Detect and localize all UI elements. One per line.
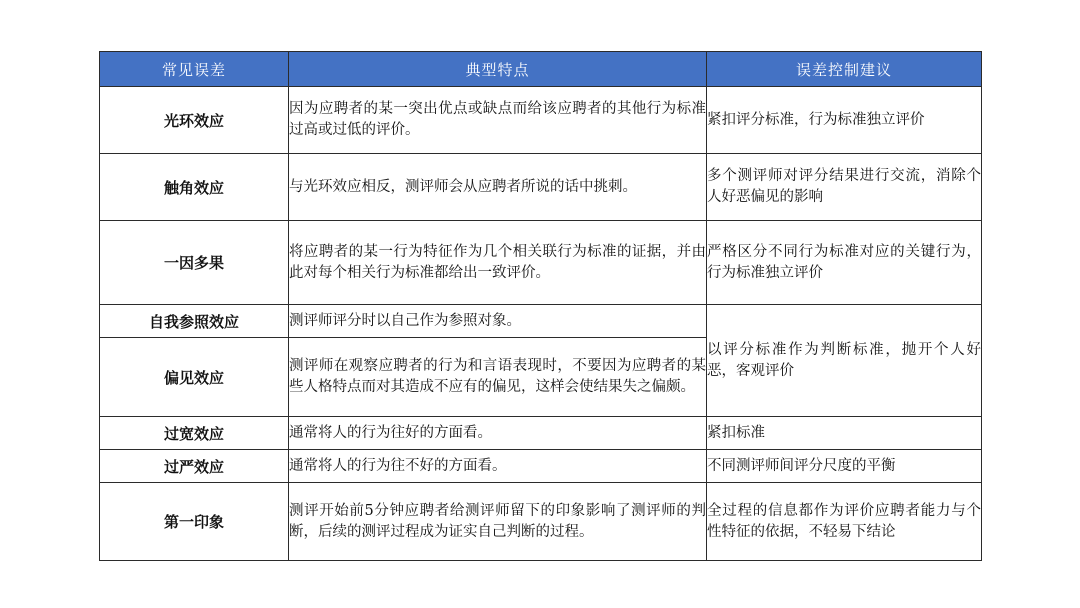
error-name: 光环效应	[100, 87, 289, 154]
table-row	[100, 450, 982, 483]
error-advice: 紧扣标准	[707, 417, 982, 450]
error-feature: 通常将人的行为往好的方面看。	[289, 417, 707, 450]
error-feature: 测评师评分时以自己作为参照对象。	[289, 305, 707, 338]
error-control-table	[99, 51, 982, 561]
header-control-suggestions: 误差控制建议	[707, 52, 982, 87]
error-name: 偏见效应	[100, 338, 289, 417]
error-advice: 以评分标准作为判断标准，抛开个人好恶，客观评价	[707, 305, 982, 417]
table-row	[100, 305, 982, 338]
error-advice: 多个测评师对评分结果进行交流，消除个人好恶偏见的影响	[707, 154, 982, 221]
error-feature: 通常将人的行为往不好的方面看。	[289, 450, 707, 483]
table-row	[100, 87, 982, 154]
error-name: 自我参照效应	[100, 305, 289, 338]
error-feature: 测评开始前5分钟应聘者给测评师留下的印象影响了测评师的判断，后续的测评过程成为证实自己判断的过程。	[289, 483, 707, 561]
error-name: 触角效应	[100, 154, 289, 221]
table-row	[100, 483, 982, 561]
error-feature: 测评师在观察应聘者的行为和言语表现时，不要因为应聘者的某些人格特点而对其造成不应有的偏见，这样会使结果失之偏颇。	[289, 338, 707, 417]
error-name: 一因多果	[100, 221, 289, 305]
table-row	[100, 154, 982, 221]
error-name: 过严效应	[100, 450, 289, 483]
error-advice: 严格区分不同行为标准对应的关键行为，行为标准独立评价	[707, 221, 982, 305]
error-advice: 全过程的信息都作为评价应聘者能力与个性特征的依据，不轻易下结论	[707, 483, 982, 561]
error-name: 过宽效应	[100, 417, 289, 450]
header-typical-features: 典型特点	[289, 52, 707, 87]
error-advice: 紧扣评分标准，行为标准独立评价	[707, 87, 982, 154]
header-common-errors: 常见误差	[100, 52, 289, 87]
error-name: 第一印象	[100, 483, 289, 561]
error-advice: 不同测评师间评分尺度的平衡	[707, 450, 982, 483]
table-row	[100, 417, 982, 450]
table-header-row	[100, 52, 982, 87]
table-row	[100, 221, 982, 305]
error-feature: 与光环效应相反，测评师会从应聘者所说的话中挑刺。	[289, 154, 707, 221]
error-feature: 因为应聘者的某一突出优点或缺点而给该应聘者的其他行为标准过高或过低的评价。	[289, 87, 707, 154]
error-feature: 将应聘者的某一行为特征作为几个相关联行为标准的证据，并由此对每个相关行为标准都给出一致评价。	[289, 221, 707, 305]
